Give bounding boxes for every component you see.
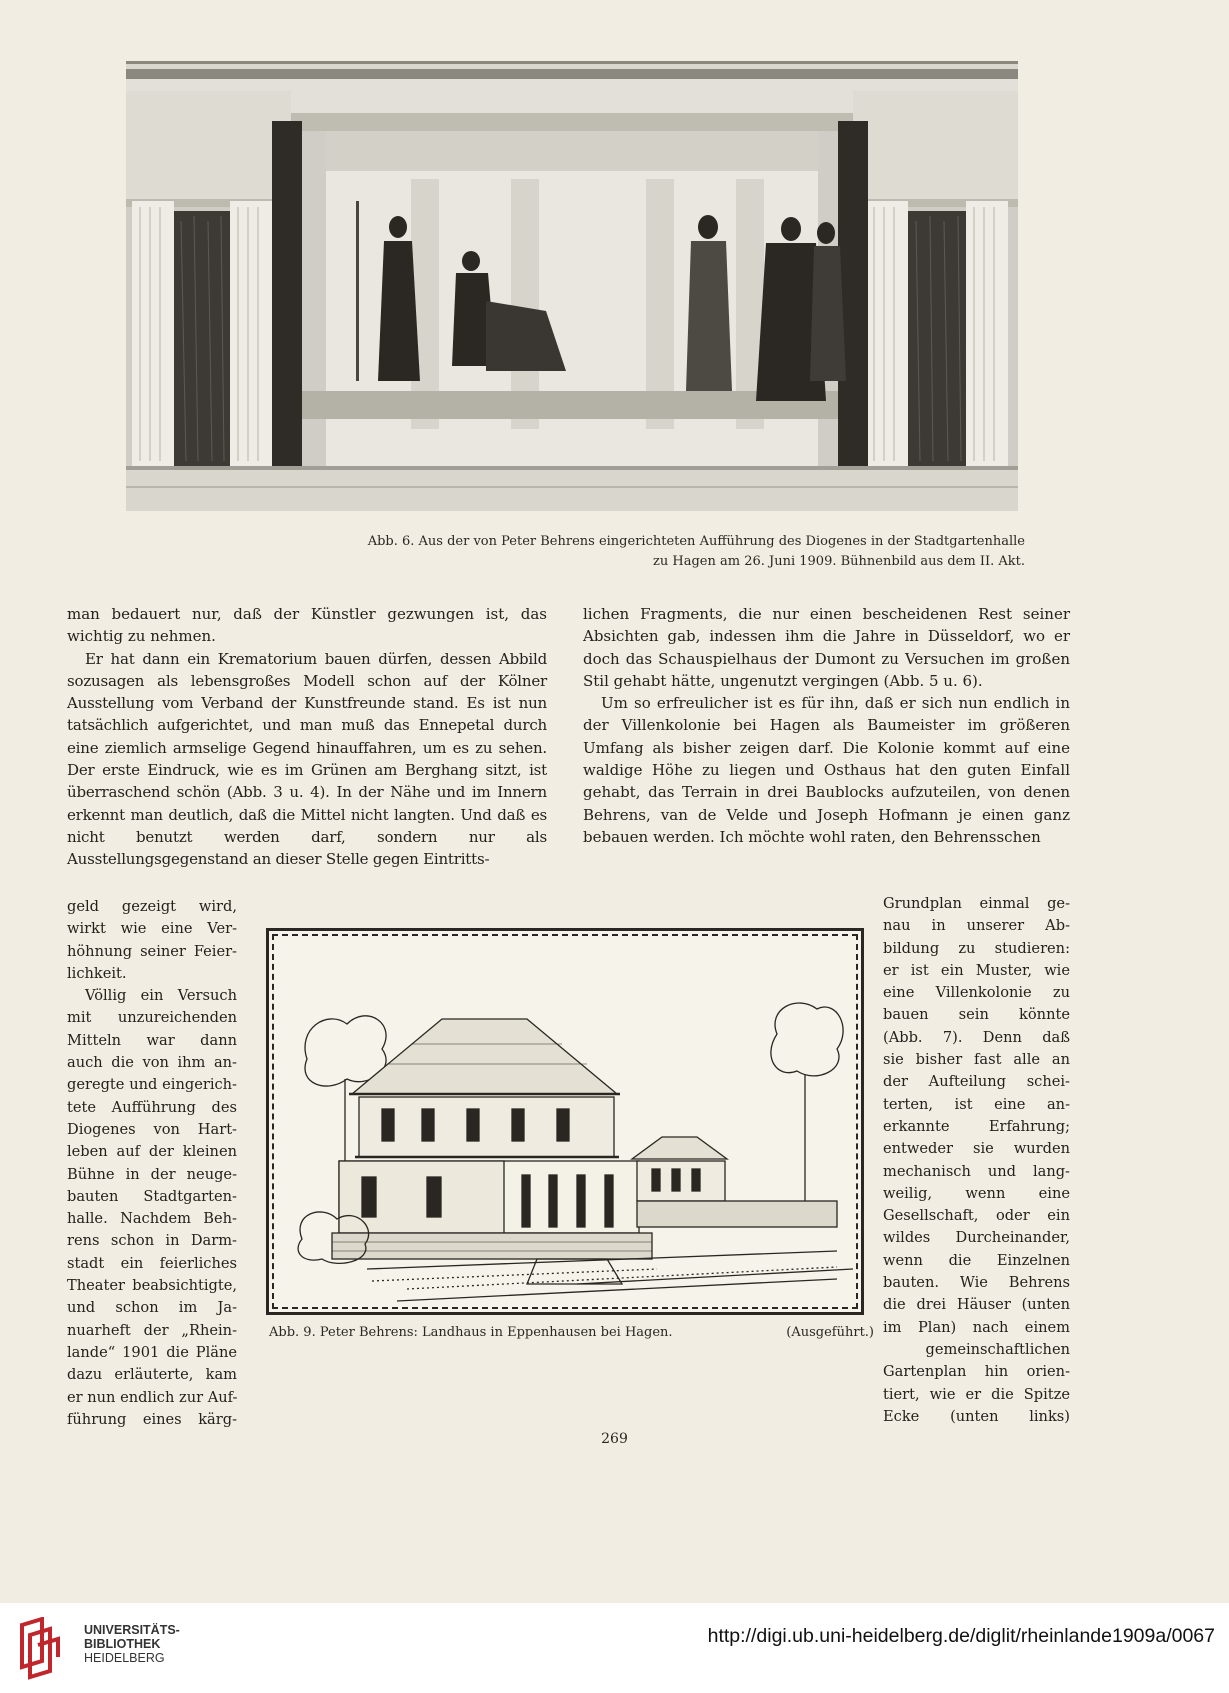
- left-column: [67, 603, 547, 871]
- library-name[interactable]: [84, 1623, 180, 1665]
- text-line: sie bisher fast alle an: [883, 1051, 1070, 1069]
- text-line: wirkt wie eine Ver-: [67, 920, 237, 938]
- landhaus-illustration: [277, 939, 853, 1304]
- library-name-line-2: BIBLIOTHEK: [84, 1637, 161, 1651]
- library-name-line-3: HEIDELBERG: [84, 1651, 165, 1665]
- stage-photo-drawing: [126, 61, 1018, 511]
- text-line: er ist ein Muster, wie: [883, 961, 1070, 979]
- text-line: die drei Häuser (unten: [883, 1296, 1070, 1314]
- text-line: erkannte Erfahrung;: [883, 1117, 1070, 1135]
- figure-9-caption-text: Abb. 9. Peter Behrens: Landhaus in Eppenhausen bei Hagen.: [269, 1325, 673, 1340]
- text-line: wildes Durcheinander,: [883, 1229, 1070, 1247]
- text-line: Gesellschaft, oder ein: [883, 1207, 1070, 1225]
- text-line: geld gezeigt wird,: [67, 898, 237, 915]
- text-line: tiert, wie er die Spitze: [883, 1385, 1070, 1403]
- text-line: Diogenes von Hart-: [67, 1120, 237, 1138]
- text-line: der Aufteilung schei-: [883, 1073, 1070, 1091]
- left-paragraph-2: Er hat dann ein Krematorium bauen dürfen, dessen Abbild sozusagen als lebensgroßes Modell schon auf der Kölner Ausstellung vom Verband der Kunstfreunde stand. Es ist nun tatsächlich aufgerichtet, und man muß das Ennepetal durch eine ziemlich armselige Gegend hinauffahren, um es zu sehen. Der erste Eindruck, wie es im Grünen am Berghang sitzt, ist überraschend schön (Abb. 3 u. 4). In der Nähe und im Innern erkennt man deutlich, daß die Mittel nicht langten. Und daß es nicht benutzt werden darf, sondern nur als Ausstellungsgegenstand an dieser Stelle gegen Eintritts-: [67, 649, 547, 869]
- caption-line-1: Abb. 6. Aus der von Peter Behrens eingerichteten Aufführung des Diogenes in der Stadtgartenhalle: [367, 534, 1025, 549]
- text-line: rens schon in Darm-: [67, 1232, 237, 1250]
- text-line: entweder sie wurden: [883, 1140, 1070, 1158]
- figure-9-caption-note: (Ausgeführt.): [786, 1325, 874, 1340]
- caption-line-2: zu Hagen am 26. Juni 1909. Bühnenbild aus dem II. Akt.: [653, 554, 1025, 569]
- text-line: mit unzureichenden: [67, 1009, 237, 1027]
- text-line: dazu erläuterte, kam: [67, 1366, 237, 1384]
- text-line: (Abb. 7). Denn daß: [883, 1028, 1070, 1046]
- text-line: halle. Nachdem Beh-: [67, 1210, 237, 1228]
- text-line: Bühne in der neuge-: [67, 1165, 237, 1183]
- right-paragraph-2: Um so erfreulicher ist es für ihn, daß er sich nun endlich in der Villenkolonie bei Hagen als Baumeister im größeren Umfang als bisher zeigen darf. Die Kolonie kommt auf eine waldige Höhe zu liegen und Osthaus hat den guten Einfall gehabt, das Terrain in drei Baublocks aufzuteilen, von denen Behrens, van de Velde und Joseph Hofmann je einen ganz bebauen werden. Ich möchte wohl raten, den Behrensschen: [583, 694, 1070, 846]
- text-line: führung eines kärg-: [67, 1410, 237, 1428]
- text-line: mechanisch und lang-: [883, 1162, 1070, 1180]
- library-name-line-1: UNIVERSITÄTS-: [84, 1623, 180, 1637]
- text-line: Völlig ein Versuch: [85, 987, 237, 1005]
- text-line: Ecke (unten links): [883, 1407, 1070, 1425]
- text-line: bauten Stadtgarten-: [67, 1187, 237, 1205]
- text-line: Theater beabsichtigte,: [67, 1277, 237, 1295]
- text-line: lande“ 1901 die Pläne: [67, 1343, 237, 1361]
- text-line: höhnung seiner Feier-: [67, 942, 237, 960]
- university-library-logo-icon[interactable]: [16, 1617, 72, 1681]
- right-paragraph-1: lichen Fragments, die nur einen bescheidenen Rest seiner Absichten gab, indessen ihm die Jahre in Düsseldorf, wo er doch das Schauspielhaus der Dumont zu Versuchen im großen Stil gehabt hätte, ungenutzt vergingen (Abb. 5 u. 6).: [583, 605, 1070, 690]
- text-line: und schon im Ja-: [67, 1299, 237, 1317]
- right-column: [583, 603, 1070, 848]
- text-line: er nun endlich zur Auf-: [67, 1388, 238, 1406]
- text-line: terten, ist eine an-: [883, 1095, 1070, 1113]
- text-line: auch die von ihm an-: [67, 1054, 237, 1072]
- text-line: Mitteln war dann: [67, 1031, 237, 1049]
- page-number: 269: [601, 1431, 628, 1447]
- digital-library-url[interactable]: http://digi.ub.uni-heidelberg.de/diglit/rheinlande1909a/0067: [707, 1625, 1215, 1647]
- text-line: wenn die Einzelnen: [883, 1251, 1070, 1269]
- text-line: Gartenplan hin orien-: [883, 1363, 1070, 1381]
- text-line: geregte und eingerich-: [67, 1076, 237, 1094]
- figure-6-stage-photo: [126, 61, 1018, 511]
- text-line: weilig, wenn eine: [883, 1184, 1070, 1202]
- text-line: bildung zu studieren:: [883, 939, 1070, 957]
- text-line: lichkeit.: [67, 964, 127, 982]
- figure-9-caption: [269, 1325, 874, 1340]
- text-line: Grundplan einmal ge-: [883, 895, 1070, 912]
- text-line: tete Aufführung des: [67, 1098, 237, 1116]
- text-line: eine Villenkolonie zu: [883, 984, 1070, 1002]
- logo-strokes: [22, 1619, 58, 1677]
- figure-6-caption: [240, 532, 1025, 572]
- text-line: bauen sein könnte: [883, 1006, 1070, 1024]
- figure-9-house-drawing: [266, 928, 864, 1315]
- footer-bar: [0, 1603, 1229, 1693]
- left-paragraph-1: man bedauert nur, daß der Künstler gezwungen ist, das wichtig zu nehmen.: [67, 605, 547, 646]
- text-line: leben auf der kleinen: [67, 1143, 237, 1161]
- text-line: gemeinschaftlichen: [925, 1340, 1070, 1358]
- text-line: bauten. Wie Behrens: [883, 1274, 1070, 1292]
- text-line: stadt ein feierliches: [67, 1254, 237, 1272]
- left-wrapped-text: [67, 896, 237, 1431]
- text-line: nuarheft der „Rhein-: [67, 1321, 237, 1339]
- right-wrapped-text: [883, 893, 1070, 1428]
- text-line: im Plan) nach einem: [883, 1318, 1070, 1336]
- text-line: nau in unserer Ab-: [883, 917, 1070, 935]
